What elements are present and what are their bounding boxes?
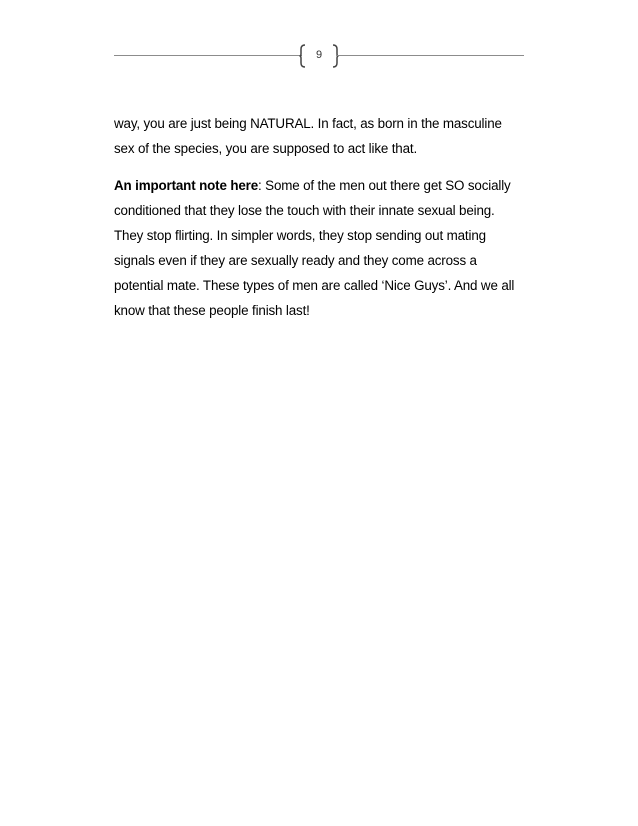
text-line: sex of the species, you are supposed to act like that. bbox=[114, 141, 418, 156]
text-line: : Some of the men out there get SO socially bbox=[258, 178, 511, 193]
header-rule-right bbox=[336, 55, 524, 56]
text-line: know that these people finish last! bbox=[114, 303, 310, 318]
text-line: They stop flirting. In simpler words, they stop sending out mating bbox=[114, 228, 486, 243]
header-rule-left bbox=[114, 55, 302, 56]
text-line: potential mate. These types of men are called ‘Nice Guys’. And we all bbox=[114, 278, 515, 293]
paragraph bbox=[114, 173, 526, 323]
text-line: way, you are just being NATURAL. In fact, as born in the masculine bbox=[114, 116, 502, 131]
text-line: signals even if they are sexually ready and they come across a bbox=[114, 253, 477, 268]
page-header bbox=[0, 0, 638, 80]
right-bracket-icon bbox=[331, 44, 339, 68]
text-line: conditioned that they lose the touch with their innate sexual being. bbox=[114, 203, 495, 218]
note-heading: An important note here bbox=[114, 178, 259, 193]
paragraph bbox=[114, 111, 526, 161]
left-bracket-icon bbox=[299, 44, 307, 68]
body-text bbox=[114, 111, 526, 323]
page-number: 9 bbox=[315, 49, 323, 61]
